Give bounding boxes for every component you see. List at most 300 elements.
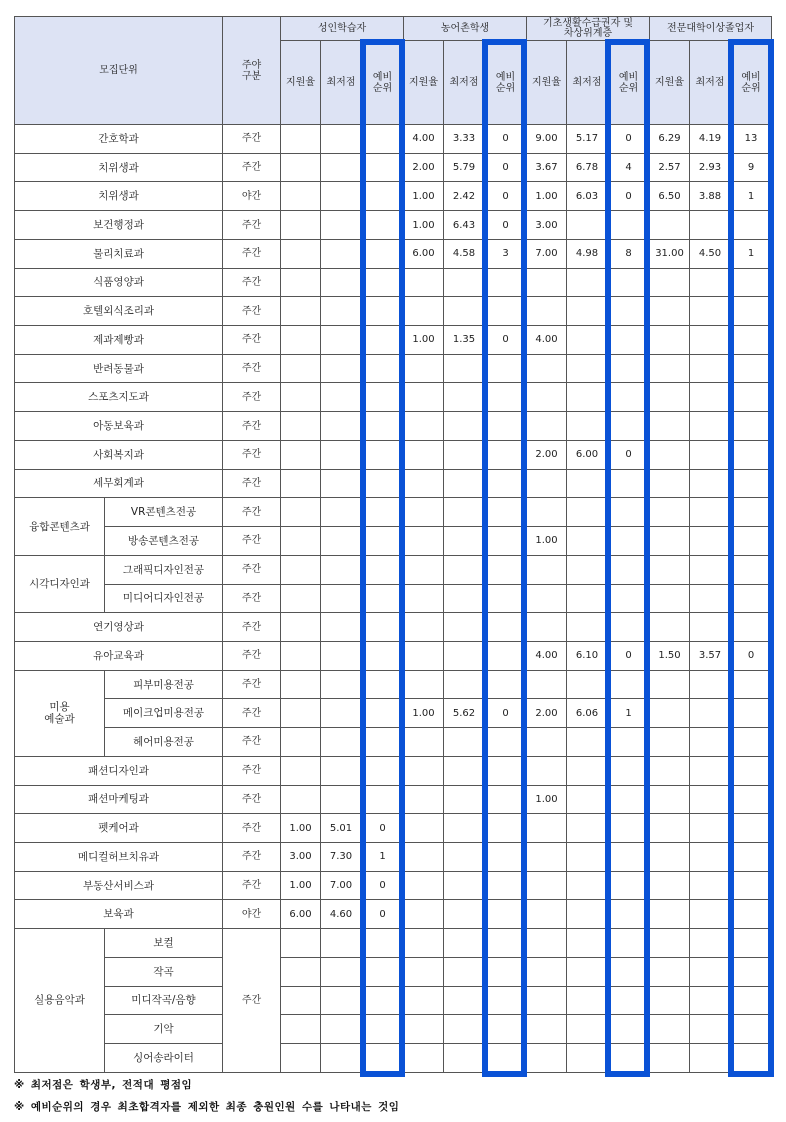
adult-rate-cell xyxy=(281,957,321,986)
basic-rate-cell xyxy=(527,871,567,900)
adult-rate-cell xyxy=(281,555,321,584)
adult-rate-cell xyxy=(281,613,321,642)
basic-min-score-cell xyxy=(567,900,608,929)
rural-rate-cell xyxy=(404,670,444,699)
major-name: 헤어미용전공 xyxy=(105,728,223,757)
table-row xyxy=(15,383,772,412)
rural-min-score-cell: 4.58 xyxy=(444,239,485,268)
basic-rank-cell: 1 xyxy=(608,699,650,728)
grad-rate-cell xyxy=(650,929,690,958)
grad-rank-cell xyxy=(731,555,772,584)
shift-cell: 주간 xyxy=(223,699,281,728)
adult-rank-cell xyxy=(362,182,404,211)
rural-rank-cell xyxy=(485,957,527,986)
adult-min-score-cell xyxy=(321,268,362,297)
adult-rank-cell xyxy=(362,440,404,469)
basic-rate-cell xyxy=(527,986,567,1015)
adult-rate-cell xyxy=(281,268,321,297)
shift-cell: 야간 xyxy=(223,900,281,929)
grad-rate-cell xyxy=(650,900,690,929)
basic-rate-cell xyxy=(527,354,567,383)
grad-rate-cell xyxy=(650,986,690,1015)
dept-name: 메디컬허브치유과 xyxy=(15,842,223,871)
adult-rank-cell: 1 xyxy=(362,842,404,871)
major-name: 피부미용전공 xyxy=(105,670,223,699)
basic-min-score-cell: 6.03 xyxy=(567,182,608,211)
table-row xyxy=(15,756,772,785)
shift-cell: 주간 xyxy=(223,125,281,154)
table-row xyxy=(15,842,772,871)
table-body xyxy=(15,125,772,1073)
table-row xyxy=(15,957,772,986)
table-row xyxy=(15,699,772,728)
adult-rate-cell xyxy=(281,1044,321,1073)
rural-min-score-cell xyxy=(444,756,485,785)
rural-rate-cell xyxy=(404,785,444,814)
basic-min-score-cell xyxy=(567,498,608,527)
adult-min-score-cell xyxy=(321,326,362,355)
grad-rank-cell xyxy=(731,1044,772,1073)
grad-min-score-cell xyxy=(690,842,731,871)
basic-rate-cell xyxy=(527,412,567,441)
rural-rank-cell xyxy=(485,785,527,814)
dept-name: 펫케어과 xyxy=(15,814,223,843)
grad-rank-cell: 13 xyxy=(731,125,772,154)
adult-min-score-cell xyxy=(321,641,362,670)
grad-rate-cell xyxy=(650,555,690,584)
shift-cell: 주간 xyxy=(223,469,281,498)
grad-min-score-cell xyxy=(690,383,731,412)
dept-name: 미용 예술과 xyxy=(15,670,105,756)
basic-min-score-cell: 6.06 xyxy=(567,699,608,728)
grad-rank-cell xyxy=(731,326,772,355)
basic-min-score-cell xyxy=(567,555,608,584)
basic-rank-cell xyxy=(608,383,650,412)
adult-min-score-cell xyxy=(321,785,362,814)
adult-rate-cell xyxy=(281,354,321,383)
rural-min-score-cell xyxy=(444,354,485,383)
footnote-min-score: ※ 최저점은 학생부, 전적대 평점임 xyxy=(14,1079,193,1091)
adult-rate-cell xyxy=(281,383,321,412)
grad-min-score-cell xyxy=(690,412,731,441)
basic-rank-cell xyxy=(608,412,650,441)
table-row xyxy=(15,440,772,469)
rural-rank-cell: 0 xyxy=(485,125,527,154)
rural-rate-cell xyxy=(404,728,444,757)
adult-rank-cell xyxy=(362,268,404,297)
table-row xyxy=(15,871,772,900)
adult-rank-cell xyxy=(362,153,404,182)
adult-min-score-cell xyxy=(321,929,362,958)
dept-name: 시각디자인과 xyxy=(15,555,105,612)
shift-cell: 주간 xyxy=(223,268,281,297)
table-row xyxy=(15,584,772,613)
grad-min-score-cell: 3.88 xyxy=(690,182,731,211)
rural-rank-cell xyxy=(485,1044,527,1073)
basic-rank-cell xyxy=(608,555,650,584)
rural-rank-cell: 0 xyxy=(485,211,527,240)
rural-min-score-cell xyxy=(444,871,485,900)
adult-rate-cell xyxy=(281,986,321,1015)
adult-rank-cell xyxy=(362,756,404,785)
adult-min-score-cell xyxy=(321,728,362,757)
grad-rate-cell: 6.29 xyxy=(650,125,690,154)
table-row xyxy=(15,929,772,958)
rural-min-score-cell xyxy=(444,785,485,814)
basic-rate-cell: 1.00 xyxy=(527,182,567,211)
adult-min-score-cell xyxy=(321,125,362,154)
basic-rate-cell xyxy=(527,957,567,986)
rural-rate-cell xyxy=(404,584,444,613)
adult-rank-cell xyxy=(362,326,404,355)
basic-rate-cell xyxy=(527,555,567,584)
rural-min-score-cell: 2.42 xyxy=(444,182,485,211)
header-basic-min-score: 최저점 xyxy=(567,41,608,125)
grad-rate-cell xyxy=(650,268,690,297)
adult-min-score-cell xyxy=(321,182,362,211)
grad-rank-cell xyxy=(731,383,772,412)
basic-rate-cell xyxy=(527,268,567,297)
basic-rate-cell: 3.67 xyxy=(527,153,567,182)
dept-name: 패션디자인과 xyxy=(15,756,223,785)
rural-rank-cell xyxy=(485,383,527,412)
grad-min-score-cell xyxy=(690,297,731,326)
basic-rate-cell xyxy=(527,613,567,642)
dept-name: 반려동물과 xyxy=(15,354,223,383)
basic-min-score-cell xyxy=(567,211,608,240)
adult-rank-cell: 0 xyxy=(362,871,404,900)
grad-min-score-cell: 2.93 xyxy=(690,153,731,182)
shift-cell: 주간 xyxy=(223,929,281,1073)
grad-rate-cell xyxy=(650,412,690,441)
basic-rate-cell xyxy=(527,1044,567,1073)
rural-min-score-cell xyxy=(444,957,485,986)
adult-rate-cell xyxy=(281,326,321,355)
basic-min-score-cell xyxy=(567,814,608,843)
adult-min-score-cell: 5.01 xyxy=(321,814,362,843)
grad-rank-cell xyxy=(731,584,772,613)
header-row-groups xyxy=(15,17,772,41)
rural-rate-cell xyxy=(404,469,444,498)
adult-rank-cell xyxy=(362,1044,404,1073)
grad-rank-cell xyxy=(731,498,772,527)
table-row xyxy=(15,814,772,843)
major-name: 그래픽디자인전공 xyxy=(105,555,223,584)
adult-rate-cell xyxy=(281,182,321,211)
grad-min-score-cell xyxy=(690,268,731,297)
shift-cell: 야간 xyxy=(223,182,281,211)
rural-rate-cell xyxy=(404,900,444,929)
rural-min-score-cell: 5.62 xyxy=(444,699,485,728)
rural-rank-cell xyxy=(485,268,527,297)
rural-min-score-cell xyxy=(444,986,485,1015)
adult-rank-cell xyxy=(362,785,404,814)
basic-min-score-cell: 6.10 xyxy=(567,641,608,670)
rural-min-score-cell xyxy=(444,412,485,441)
grad-min-score-cell: 4.19 xyxy=(690,125,731,154)
rural-min-score-cell xyxy=(444,900,485,929)
adult-min-score-cell: 4.60 xyxy=(321,900,362,929)
basic-rank-cell xyxy=(608,900,650,929)
adult-rank-cell: 0 xyxy=(362,814,404,843)
dept-name: 식품영양과 xyxy=(15,268,223,297)
rural-min-score-cell xyxy=(444,584,485,613)
basic-rank-cell xyxy=(608,211,650,240)
grad-rank-cell xyxy=(731,929,772,958)
basic-rate-cell xyxy=(527,584,567,613)
basic-min-score-cell xyxy=(567,728,608,757)
dept-name: 아동보육과 xyxy=(15,412,223,441)
shift-cell: 주간 xyxy=(223,239,281,268)
rural-rate-cell: 1.00 xyxy=(404,326,444,355)
table-header xyxy=(15,17,772,125)
rural-min-score-cell xyxy=(444,641,485,670)
table-row xyxy=(15,1044,772,1073)
adult-rank-cell xyxy=(362,469,404,498)
grad-rank-cell xyxy=(731,1015,772,1044)
basic-rank-cell xyxy=(608,354,650,383)
rural-rank-cell xyxy=(485,469,527,498)
table-row xyxy=(15,613,772,642)
basic-rank-cell xyxy=(608,326,650,355)
table-row xyxy=(15,239,772,268)
basic-rank-cell xyxy=(608,469,650,498)
table-row xyxy=(15,900,772,929)
basic-rank-cell: 4 xyxy=(608,153,650,182)
grad-rank-cell: 9 xyxy=(731,153,772,182)
adult-min-score-cell xyxy=(321,527,362,556)
rural-rate-cell xyxy=(404,986,444,1015)
adult-min-score-cell xyxy=(321,498,362,527)
grad-min-score-cell xyxy=(690,440,731,469)
rural-rank-cell xyxy=(485,670,527,699)
basic-rank-cell xyxy=(608,498,650,527)
grad-rank-cell xyxy=(731,900,772,929)
rural-rate-cell xyxy=(404,527,444,556)
adult-rate-cell xyxy=(281,929,321,958)
table-row xyxy=(15,728,772,757)
header-rural-min-score: 최저점 xyxy=(444,41,485,125)
grad-min-score-cell xyxy=(690,211,731,240)
dept-name: 보육과 xyxy=(15,900,223,929)
shift-cell: 주간 xyxy=(223,354,281,383)
rural-rate-cell xyxy=(404,641,444,670)
adult-rank-cell xyxy=(362,211,404,240)
rural-rate-cell xyxy=(404,613,444,642)
rural-rate-cell: 1.00 xyxy=(404,211,444,240)
table-row xyxy=(15,211,772,240)
basic-rank-cell xyxy=(608,613,650,642)
adult-rank-cell: 0 xyxy=(362,900,404,929)
major-name: 미디작곡/음향 xyxy=(105,986,223,1015)
table-row xyxy=(15,297,772,326)
basic-rate-cell: 9.00 xyxy=(527,125,567,154)
adult-min-score-cell xyxy=(321,153,362,182)
dept-name: 연기영상과 xyxy=(15,613,223,642)
adult-rate-cell xyxy=(281,297,321,326)
table-row xyxy=(15,641,772,670)
grad-rate-cell xyxy=(650,871,690,900)
shift-cell: 주간 xyxy=(223,498,281,527)
adult-min-score-cell xyxy=(321,584,362,613)
rural-rate-cell xyxy=(404,929,444,958)
grad-rank-cell xyxy=(731,613,772,642)
rural-rank-cell xyxy=(485,1015,527,1044)
grad-rate-cell xyxy=(650,527,690,556)
grad-min-score-cell xyxy=(690,986,731,1015)
adult-min-score-cell xyxy=(321,670,362,699)
grad-min-score-cell xyxy=(690,326,731,355)
grad-min-score-cell xyxy=(690,527,731,556)
rural-min-score-cell xyxy=(444,555,485,584)
basic-min-score-cell xyxy=(567,383,608,412)
rural-rank-cell xyxy=(485,584,527,613)
major-name: 작곡 xyxy=(105,957,223,986)
basic-rate-cell xyxy=(527,814,567,843)
basic-min-score-cell xyxy=(567,785,608,814)
header-basic-rate: 지원율 xyxy=(527,41,567,125)
header-group-rural: 농어촌학생 xyxy=(404,17,527,41)
adult-rate-cell xyxy=(281,498,321,527)
grad-rate-cell xyxy=(650,383,690,412)
basic-rate-cell xyxy=(527,842,567,871)
rural-rate-cell xyxy=(404,555,444,584)
adult-rate-cell xyxy=(281,469,321,498)
adult-rate-cell: 1.00 xyxy=(281,814,321,843)
table-row xyxy=(15,182,772,211)
rural-min-score-cell xyxy=(444,929,485,958)
table-row xyxy=(15,785,772,814)
basic-min-score-cell xyxy=(567,412,608,441)
table-row xyxy=(15,986,772,1015)
grad-rank-cell xyxy=(731,440,772,469)
shift-cell: 주간 xyxy=(223,670,281,699)
footnotes xyxy=(14,1074,399,1118)
dept-name: 실용음악과 xyxy=(15,929,105,1073)
shift-cell: 주간 xyxy=(223,756,281,785)
adult-rate-cell xyxy=(281,527,321,556)
shift-cell: 주간 xyxy=(223,527,281,556)
basic-rank-cell xyxy=(608,814,650,843)
dept-name: 물리치료과 xyxy=(15,239,223,268)
grad-rate-cell xyxy=(650,785,690,814)
adult-min-score-cell xyxy=(321,354,362,383)
adult-min-score-cell xyxy=(321,986,362,1015)
basic-min-score-cell xyxy=(567,1044,608,1073)
table-row xyxy=(15,498,772,527)
dept-name: 사회복지과 xyxy=(15,440,223,469)
grad-rank-cell xyxy=(731,412,772,441)
header-group-grad: 전문대학이상졸업자 xyxy=(650,17,772,41)
major-name: VR콘텐츠전공 xyxy=(105,498,223,527)
major-name: 방송콘텐츠전공 xyxy=(105,527,223,556)
basic-rate-cell xyxy=(527,670,567,699)
adult-rate-cell: 6.00 xyxy=(281,900,321,929)
grad-rank-cell: 1 xyxy=(731,239,772,268)
rural-rank-cell: 0 xyxy=(485,182,527,211)
header-unit: 모집단위 xyxy=(15,17,223,125)
grad-rank-cell xyxy=(731,699,772,728)
basic-rank-cell xyxy=(608,527,650,556)
grad-rank-cell xyxy=(731,957,772,986)
major-name: 싱어송라이터 xyxy=(105,1044,223,1073)
basic-rate-cell: 4.00 xyxy=(527,641,567,670)
rural-rank-cell xyxy=(485,842,527,871)
basic-rate-cell xyxy=(527,756,567,785)
grad-min-score-cell xyxy=(690,785,731,814)
grad-rank-cell xyxy=(731,986,772,1015)
rural-rate-cell xyxy=(404,1015,444,1044)
shift-cell: 주간 xyxy=(223,785,281,814)
basic-rank-cell xyxy=(608,929,650,958)
rural-rate-cell: 6.00 xyxy=(404,239,444,268)
basic-rank-cell xyxy=(608,670,650,699)
rural-rank-cell: 3 xyxy=(485,239,527,268)
header-rural-rate: 지원율 xyxy=(404,41,444,125)
table-row xyxy=(15,469,772,498)
grad-rate-cell xyxy=(650,699,690,728)
dept-name: 제과제빵과 xyxy=(15,326,223,355)
basic-min-score-cell xyxy=(567,268,608,297)
basic-min-score-cell xyxy=(567,469,608,498)
table-row xyxy=(15,354,772,383)
shift-cell: 주간 xyxy=(223,297,281,326)
adult-rank-cell xyxy=(362,641,404,670)
basic-rank-cell xyxy=(608,728,650,757)
basic-min-score-cell xyxy=(567,957,608,986)
basic-rank-cell xyxy=(608,957,650,986)
basic-rank-cell: 0 xyxy=(608,440,650,469)
adult-rank-cell xyxy=(362,555,404,584)
header-adult-rate: 지원율 xyxy=(281,41,321,125)
grad-rate-cell: 1.50 xyxy=(650,641,690,670)
basic-rank-cell: 0 xyxy=(608,125,650,154)
adult-rank-cell xyxy=(362,125,404,154)
basic-min-score-cell: 4.98 xyxy=(567,239,608,268)
adult-rank-cell xyxy=(362,498,404,527)
dept-name: 부동산서비스과 xyxy=(15,871,223,900)
dept-name: 스포츠지도과 xyxy=(15,383,223,412)
adult-rate-cell xyxy=(281,440,321,469)
rural-rate-cell xyxy=(404,871,444,900)
header-group-basic: 기초생활수급권자 및 차상위계층 xyxy=(527,17,650,41)
table-row xyxy=(15,268,772,297)
rural-min-score-cell xyxy=(444,527,485,556)
shift-cell: 주간 xyxy=(223,814,281,843)
grad-min-score-cell: 4.50 xyxy=(690,239,731,268)
basic-rate-cell: 1.00 xyxy=(527,785,567,814)
adult-rate-cell xyxy=(281,785,321,814)
grad-min-score-cell xyxy=(690,613,731,642)
rural-rate-cell xyxy=(404,498,444,527)
basic-min-score-cell: 6.78 xyxy=(567,153,608,182)
grad-min-score-cell xyxy=(690,584,731,613)
grad-rank-cell: 1 xyxy=(731,182,772,211)
grad-rank-cell xyxy=(731,814,772,843)
basic-rate-cell xyxy=(527,728,567,757)
rural-min-score-cell: 6.43 xyxy=(444,211,485,240)
dept-name: 치위생과 xyxy=(15,182,223,211)
adult-min-score-cell xyxy=(321,469,362,498)
grad-rank-cell xyxy=(731,211,772,240)
grad-min-score-cell xyxy=(690,728,731,757)
adult-min-score-cell: 7.00 xyxy=(321,871,362,900)
grad-rank-cell xyxy=(731,469,772,498)
adult-rank-cell xyxy=(362,412,404,441)
grad-rank-cell xyxy=(731,354,772,383)
shift-cell: 주간 xyxy=(223,326,281,355)
grad-rate-cell xyxy=(650,584,690,613)
